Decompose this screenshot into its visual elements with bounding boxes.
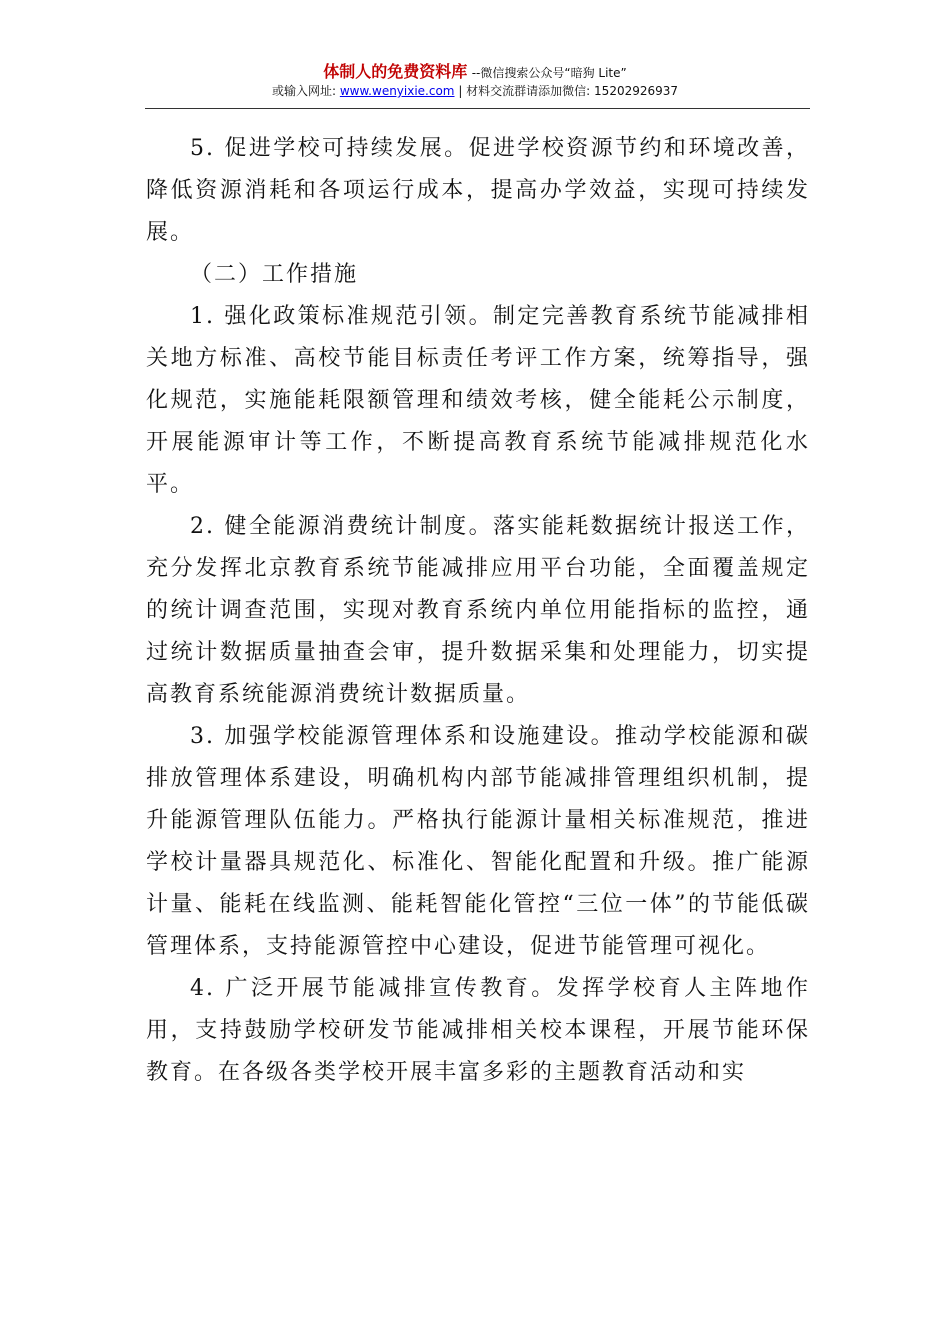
paragraph-goal-5: 5. 促进学校可持续发展。促进学校资源节约和环境改善，降低资源消耗和各项运行成本，提高办学效益，实现可持续发展。 [146,136,810,245]
paragraph-measure-1: 1. 强化政策标准规范引领。制定完善教育系统节能减排相关地方标准、高校节能目标责任考评工作方案，统筹指导，强化规范，实施能耗限额管理和绩效考核，健全能耗公示制度，开展能源审计等工作，不断提高教育系统节能减排规范化水平。 [146,304,810,497]
paragraph-measure-2: 2. 健全能源消费统计制度。落实能耗数据统计报送工作，充分发挥北京教育系统节能减排应用平台功能，全面覆盖规定的统计调查范围，实现对教育系统内单位用能指标的监控，通过统计数据质量抽查会审，提升数据采集和处理能力，切实提高教育系统能源消费统计数据质量。 [146,514,810,707]
page-header [0,62,950,100]
header-divider [145,108,810,109]
header-contact-line [0,82,950,100]
header-title-line [0,62,950,82]
website-link[interactable]: www.wenyixie.com [339,84,455,98]
url-prefix: 或输入网址: [271,84,337,98]
paragraph-measure-3: 3. 加强学校能源管理体系和设施建设。推动学校能源和碳排放管理体系建设，明确机构内部节能减排管理组织机制，提升能源管理队伍能力。严格执行能源计量相关标准规范，推进学校计量器具规范化、标准化、智能化配置和升级。推广能源计量、能耗在线监测、能耗智能化管控“三位一体”的节能低碳管理体系，支持能源管控中心建设，促进节能管理可视化。 [146,724,810,959]
paragraph-measure-4: 4. 广泛开展节能减排宣传教育。发挥学校育人主阵地作用，支持鼓励学校研发节能减排相关校本课程，开展节能环保教育。在各级各类学校开展丰富多彩的主题教育活动和实 [146,976,810,1085]
document-body [146,128,810,1094]
contact-info: | 材料交流群请添加微信: 15202926937 [458,84,679,98]
section-heading: （二）工作措施 [190,262,359,287]
brand-title: 体制人的免费资料库 [323,62,468,81]
header-slogan: --微信搜索公众号“暗狗 Lite” [471,66,627,80]
